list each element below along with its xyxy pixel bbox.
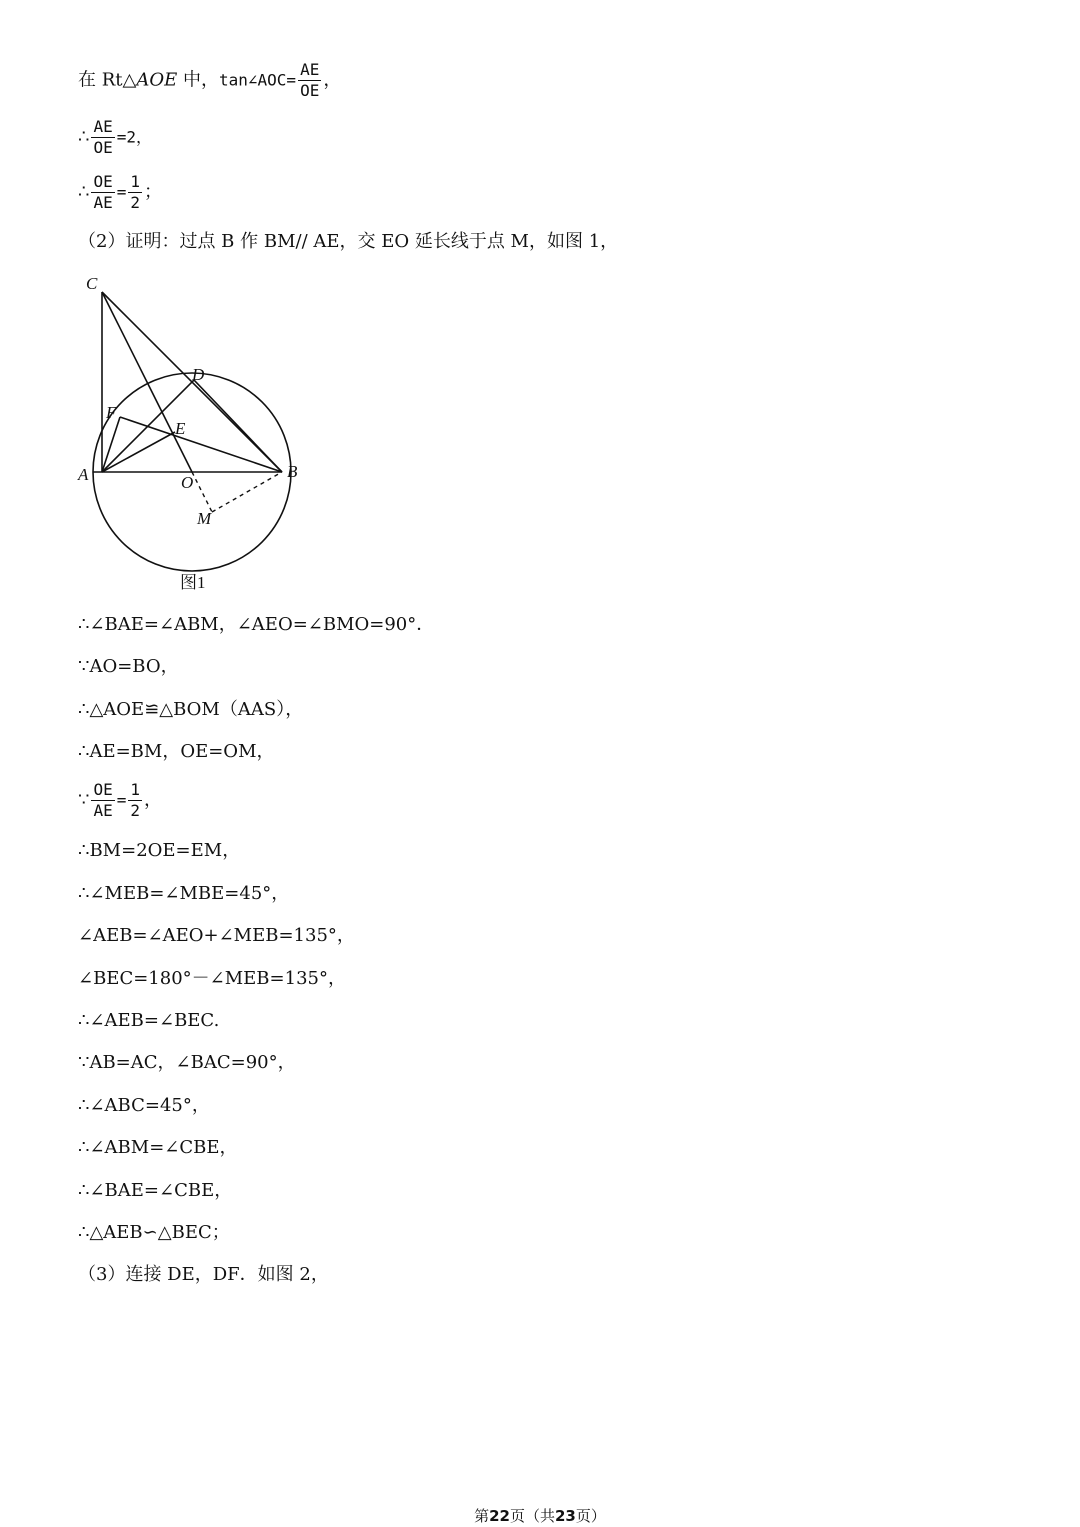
point-label-d: D: [192, 365, 205, 384]
text: ；: [144, 181, 162, 203]
text-line-7: ∴△AOE≌△BOM（AAS），: [78, 699, 304, 720]
equals: =: [116, 790, 127, 810]
text-line-3: [78, 172, 162, 213]
denominator: OE: [300, 81, 320, 100]
point-label-b: B: [287, 462, 298, 481]
text-line-4: （2）证明：过点 B 作 BM// AE，交 EO 延长线于点 M，如图 1，: [78, 231, 619, 252]
text-line-20: （3）连接 DE，DF．如图 2，: [78, 1264, 329, 1285]
point-label-f: F: [106, 403, 117, 422]
text-line-6: ∵AO=BO，: [78, 656, 179, 677]
text-line-12: ∠AEB=∠AEO+∠MEB=135°，: [78, 925, 355, 946]
point-label-m: M: [197, 509, 212, 528]
page-number: 22: [489, 1507, 510, 1525]
text: =2，: [116, 127, 152, 147]
numerator: AE: [93, 117, 113, 136]
text-line-8: ∴AE=BM，OE=OM，: [78, 741, 275, 762]
fraction: [91, 172, 114, 213]
text-line-14: ∴∠AEB=∠BEC.: [78, 1010, 220, 1031]
point-label-a: A: [78, 465, 89, 484]
text-line-15: ∵AB=AC，∠BAC=90°，: [78, 1052, 296, 1073]
text-line-19: ∴△AEB∽△BEC；: [78, 1222, 230, 1243]
segment-co: [102, 292, 192, 472]
point-label-o: O: [181, 473, 194, 492]
segment-om-dashed: [192, 472, 212, 512]
text: ，: [323, 69, 342, 91]
therefore-symbol: ∴: [78, 181, 90, 203]
segment-db: [194, 380, 282, 472]
denominator: AE: [93, 801, 113, 820]
text-line-17: ∴∠ABM=∠CBE，: [78, 1137, 238, 1158]
text-line-13: ∠BEC=180°－∠MEB=135°，: [78, 968, 346, 989]
segment-mb-dashed: [212, 472, 282, 512]
fraction: [128, 172, 142, 213]
footer-text: 第: [474, 1507, 490, 1525]
segment-fb: [120, 417, 282, 472]
figure-caption: 图1: [180, 573, 206, 592]
text-line-11: ∴∠MEB=∠MBE=45°，: [78, 883, 290, 904]
denominator: AE: [93, 193, 113, 212]
numerator: OE: [93, 780, 113, 799]
fraction: [298, 60, 321, 101]
text-line-10: ∴BM=2OE=EM，: [78, 840, 241, 861]
text-line-5: ∴∠BAE=∠ABM，∠AEO=∠BMO=90°．: [78, 614, 435, 635]
numerator: 1: [130, 172, 140, 191]
geometry-figure-1: [70, 270, 320, 600]
equals: =: [116, 182, 127, 202]
text-line-2: [78, 117, 152, 158]
numerator: OE: [93, 172, 113, 191]
numerator: 1: [130, 780, 140, 799]
page-footer: [0, 1505, 1080, 1526]
denominator: 2: [130, 801, 140, 820]
point-label-c: C: [86, 274, 98, 293]
text: ，: [144, 789, 162, 811]
fraction: [91, 780, 114, 821]
footer-text: 页（共: [509, 1507, 555, 1525]
text-line-18: ∴∠BAE=∠CBE，: [78, 1180, 233, 1201]
fraction: [128, 780, 142, 821]
text-line-1: [78, 60, 341, 101]
text-line-9: [78, 780, 162, 821]
therefore-symbol: ∴: [78, 126, 90, 148]
math-italic: AOE: [136, 69, 178, 91]
numerator: AE: [300, 60, 320, 79]
text: 中，: [177, 69, 219, 91]
text-line-16: ∴∠ABC=45°，: [78, 1095, 210, 1116]
denominator: 2: [130, 193, 140, 212]
total-pages: 23: [555, 1507, 576, 1525]
fraction: [91, 117, 114, 158]
denominator: OE: [93, 138, 113, 157]
footer-text: 页）: [575, 1507, 606, 1525]
tan-expression: tan∠AOC=: [219, 70, 297, 90]
point-label-e: E: [175, 419, 186, 438]
because-symbol: ∵: [78, 789, 90, 811]
text: 在 Rt△: [78, 69, 137, 91]
